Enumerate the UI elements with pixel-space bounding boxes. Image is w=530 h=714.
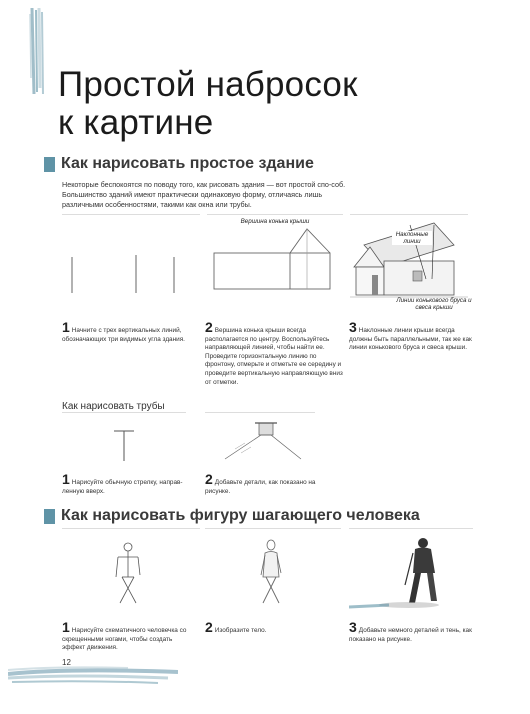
- section-heading-walking-man: [44, 506, 420, 526]
- annotation-ridge-eave: Линии конькового бруса и свеса крыши: [396, 297, 472, 311]
- walking-man-step3-illustration: [349, 528, 473, 611]
- page-number: 12: [62, 658, 71, 667]
- walking-man-step1-illustration: [62, 528, 200, 611]
- pipes-step1: [62, 472, 190, 496]
- section-marker: [44, 157, 55, 172]
- annotation-slanted-lines: Наклонные линии: [392, 231, 432, 245]
- building-step2-illustration: [207, 214, 343, 315]
- step-text: Нарисуйте обычную стрелку, направ-ленную вверх.: [62, 479, 183, 495]
- brush-stroke-decoration: [28, 8, 48, 94]
- section-heading-walking-man-text: Как нарисовать фигуру шагающего человека: [61, 507, 420, 524]
- step-number: 1: [62, 619, 70, 635]
- walking-man-step3: [349, 620, 473, 644]
- brush-stroke-decoration: [8, 660, 178, 690]
- pipes-step2-illustration: [205, 412, 315, 469]
- building-step2: [205, 320, 343, 387]
- building-step1-illustration: [62, 214, 200, 315]
- step-text: Вершина конька крыши всегда располагается по центру. Воспользуйтесь направляющей линией, чтобы найти ее. Проведите горизонтальную линию по фронтону, отмерьте и отметьте ее середину и проведите вертикальную направляющую вниз от отметки.: [205, 327, 343, 386]
- pipes-step2: [205, 472, 329, 496]
- intro-paragraph: Некоторые беспокоятся по поводу того, как рисовать здания — вот простой спо-соб. Большинство зданий имеют практически одинаковую форму, отличаясь лишь различными особенностями, такими как окна или трубы.: [62, 180, 346, 209]
- step-text: Начните с трех вертикальных линий, обозначающих три видимых угла здания.: [62, 327, 185, 343]
- building-step1: [62, 320, 200, 344]
- step-number: 2: [205, 319, 213, 335]
- walking-man-step1: [62, 620, 196, 653]
- section-heading-building: [44, 154, 314, 174]
- building-step3: [349, 320, 473, 353]
- step-number: 2: [205, 471, 213, 487]
- step-number: 2: [205, 619, 213, 635]
- step-number: 1: [62, 319, 70, 335]
- page-title-line1: Простой набросок: [58, 65, 358, 104]
- step-text: Добавьте немного деталей и тень, как показано на рисунке.: [349, 627, 472, 643]
- step-text: Наклонные линии крыши всегда должны быть параллельными, так же как линии конькового бруса и свеса крыши.: [349, 327, 472, 352]
- page-title-line2: к картине: [58, 103, 214, 142]
- step-number: 1: [62, 471, 70, 487]
- step-text: Добавьте детали, как показано на рисунке.: [205, 479, 316, 495]
- pipes-step1-illustration: [62, 412, 186, 469]
- walking-man-step2-illustration: [205, 528, 341, 611]
- step-number: 3: [349, 619, 357, 635]
- walking-man-step2: [205, 620, 333, 636]
- step-text: Изобразите тело.: [214, 627, 267, 634]
- annotation-ridge-top: Вершина конька крыши: [230, 218, 320, 225]
- step-text: Нарисуйте схематичного человечка со скрещенными ногами, чтобы создать эффект движения.: [62, 627, 187, 652]
- subsection-heading-pipes: Как нарисовать трубы: [62, 401, 165, 412]
- step-number: 3: [349, 319, 357, 335]
- page-title: [58, 66, 358, 142]
- section-heading-building-text: Как нарисовать простое здание: [61, 155, 314, 172]
- section-marker: [44, 509, 55, 524]
